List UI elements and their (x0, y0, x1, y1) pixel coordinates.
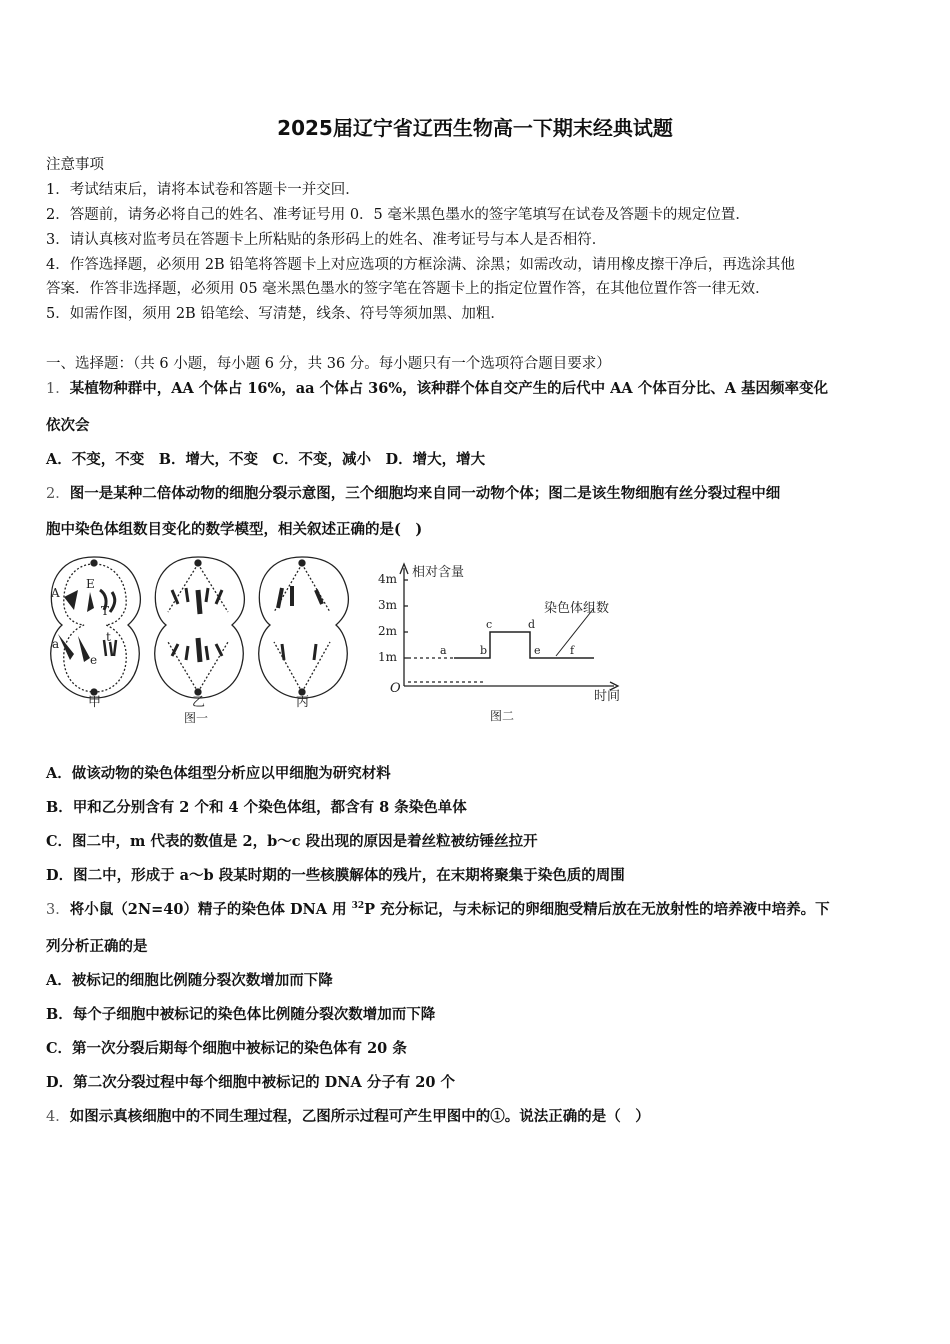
question-3-number: 3． (46, 902, 70, 918)
gene-t-label: t (106, 630, 111, 644)
cell-yi (155, 557, 245, 725)
section-heading: 一、选择题：（共 6 小题，每小题 6 分，共 36 分。每小题只有一个选项符合题目要求） (46, 356, 611, 372)
point-a-label: a (440, 644, 447, 657)
question-4-number: 4． (46, 1109, 70, 1125)
question-2-stem (46, 482, 780, 503)
notice-heading: 注意事项 (46, 157, 104, 173)
question-3-option-b: B．每个子细胞中被标记的染色体比例随分裂次数增加而下降 (46, 1006, 436, 1023)
gene-E-label: E (86, 577, 95, 591)
question-2-option-d: D．图二中，形成于 a～b 段某时期的一些核膜解体的残片，在末期将聚集于染色质的周围 (46, 867, 625, 884)
notice-item-2: 2．答题前，请务必将自己的姓名、准考证号用 0．5 毫米黑色墨水的签字笔填写在试卷及答题卡的规定位置． (46, 207, 750, 223)
figure-2-caption: 图二 (490, 709, 515, 723)
notice-item-4: 4．作答选择题，必须用 2B 铅笔将答题卡上对应选项的方框涂满、涂黑；如需改动，请用橡皮擦干净后，再选涂其他 (46, 257, 795, 273)
question-3-option-d: D．第二次分裂过程中每个细胞中被标记的 DNA 分子有 20 个 (46, 1074, 456, 1091)
point-f-label: f (570, 644, 575, 657)
point-d-label: d (528, 618, 536, 631)
gene-T-label: T (101, 604, 110, 618)
question-2-number: 2． (46, 486, 70, 502)
y-tick-2m: 2m (378, 624, 398, 638)
cell-jia-label: 甲 (88, 695, 102, 710)
cell-yi-label: 乙 (192, 695, 206, 710)
series-label: 染色体组数 (544, 601, 610, 616)
question-3-option-a: A．被标记的细胞比例随分裂次数增加而下降 (46, 972, 333, 989)
gene-A-label: A (51, 586, 60, 600)
question-2-stem-cont: 胞中染色体组数目变化的数学模型，相关叙述正确的是( ) (46, 521, 423, 538)
notice-item-4-cont: 答案．作答非选择题，必须用 05 毫米黑色墨水的签字笔在答题卡上的指定位置作答，在其他位置作答一律无效． (46, 281, 770, 297)
figure-1-caption: 图一 (184, 711, 209, 725)
x-axis-title: 时间 (594, 689, 621, 704)
question-1-text: 某植物种群中，AA 个体占 16%，aa 个体占 36%，该种群个体自交产生的后代中 AA 个体百分比、A 基因频率变化 (69, 380, 829, 397)
question-3-text-a: 将小鼠（2N=40）精子的染色体 DNA 用 (69, 901, 352, 918)
question-4-stem (46, 1105, 650, 1126)
y-tick-3m: 3m (378, 598, 398, 612)
cell-bing-label: 丙 (296, 695, 310, 710)
figure-2-graph (378, 564, 620, 723)
question-3-text-b: P 充分标记，与未标记的卵细胞受精后放在无放射性的培养液中培养。下 (364, 901, 830, 918)
gene-e-label: e (90, 653, 98, 667)
notice-item-5: 5．如需作图，须用 2B 铅笔绘、写清楚，线条、符号等须加黑、加粗． (46, 306, 505, 322)
question-2-option-b: B．甲和乙分别含有 2 个和 4 个染色体组，都含有 8 条染色单体 (46, 799, 467, 816)
point-c-label: c (486, 618, 493, 631)
question-3-option-c: C．第一次分裂后期每个细胞中被标记的染色体有 20 条 (46, 1040, 407, 1057)
question-2-text: 图一是某种二倍体动物的细胞分裂示意图，三个细胞均来自同一动物个体；图二是该生物细胞有丝分裂过程中细 (69, 485, 781, 502)
y-tick-1m: 1m (378, 650, 398, 664)
question-3-stem (46, 898, 830, 919)
gene-a-label: a (52, 637, 60, 651)
point-e-label: e (534, 644, 541, 657)
question-3-superscript: 32 (351, 901, 365, 912)
question-1-stem (46, 377, 828, 398)
question-2-option-a: A．做该动物的染色体组型分析应以甲细胞为研究材料 (46, 765, 391, 782)
y-tick-4m: 4m (378, 572, 398, 586)
cell-bing (259, 557, 349, 710)
notice-item-1: 1．考试结束后，请将本试卷和答题卡一并交回． (46, 182, 360, 198)
question-3-stem-cont: 列分析正确的是 (46, 938, 148, 955)
notice-item-3: 3．请认真核对监考员在答题卡上所粘贴的条形码上的姓名、准考证号与本人是否相符． (46, 232, 607, 248)
page-title: 2025届辽宁省辽西生物高一下期末经典试题 (277, 116, 673, 140)
question-1-number: 1． (46, 381, 70, 397)
point-b-label: b (480, 644, 488, 657)
question-1-options: A．不变，不变 B．增大，不变 C．不变，减小 D．增大，增大 (46, 451, 486, 468)
question-4-text: 如图示真核细胞中的不同生理过程，乙图所示过程可产生甲图中的①。说法正确的是（ ） (69, 1108, 650, 1125)
origin-label: O (390, 681, 401, 696)
cell-jia (50, 557, 140, 710)
question-2-figure (44, 552, 644, 731)
question-2-option-c: C．图二中，m 代表的数值是 2，b～c 段出现的原因是着丝粒被纺锤丝拉开 (46, 833, 538, 850)
question-1-stem-cont: 依次会 (46, 417, 90, 434)
y-axis-title: 相对含量 (412, 565, 465, 580)
